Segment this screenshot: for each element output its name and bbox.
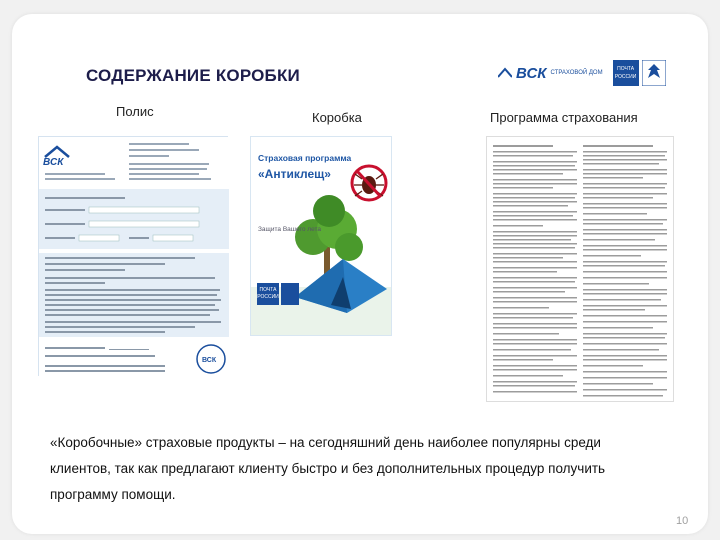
box-program-heading: Страховая программа [258, 153, 352, 163]
column-label-program: Программа страхования [490, 110, 638, 125]
caption-text: «Коробочные» страховые продукты – на сегодняшний день наиболее популярны среди клиентов, так как предлагают клиенту быстро и без дополнительных процедур получить программу помощи. [50, 435, 606, 502]
pochta-logo: ПОЧТА РОССИИ [613, 60, 666, 86]
program-text-graphic [487, 137, 674, 402]
box-tagline: Защита Вашего лета [258, 226, 321, 233]
eagle-emblem-icon [642, 60, 666, 86]
vsk-roof-icon [498, 67, 512, 79]
box-image [250, 136, 392, 336]
program-document-image [486, 136, 674, 402]
tick-warning-icon [352, 166, 386, 200]
box-emblem-icon [281, 283, 299, 305]
box-program-name: «Антиклещ» [258, 167, 331, 181]
header-logos [498, 58, 666, 88]
page-number: 10 [676, 515, 689, 527]
svg-text:ВСК: ВСК [43, 157, 64, 168]
svg-text:ВСК: ВСК [202, 357, 217, 364]
vsk-logo: ВСК СТРАХОВОЙ ДОМ [498, 65, 603, 82]
policy-image [38, 136, 228, 376]
box-pochta-logo: ПОЧТА РОССИИ [257, 283, 279, 305]
column-label-box: Коробка [312, 110, 362, 125]
page-title: СОДЕРЖАНИЕ КОРОБКИ [86, 66, 300, 85]
column-label-policy: Полис [116, 104, 154, 119]
policy-document-graphic [39, 137, 229, 377]
